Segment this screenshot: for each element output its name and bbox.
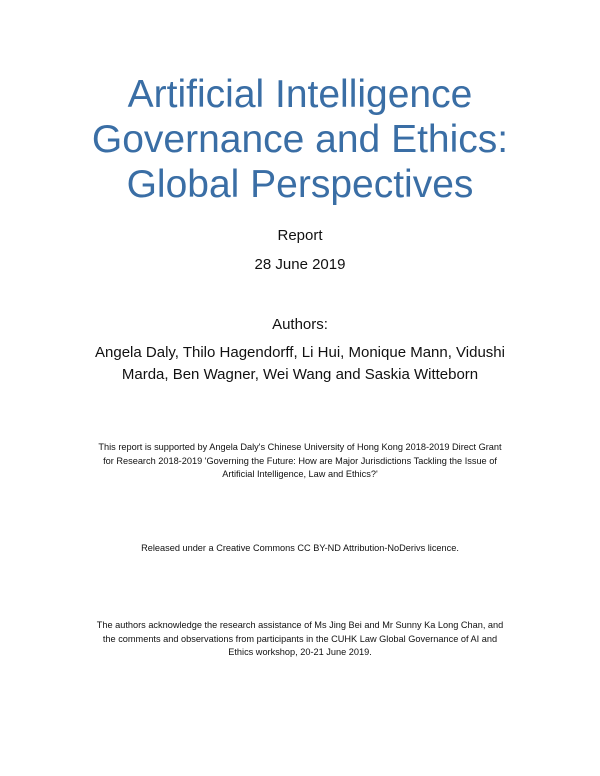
- licence-note: [0, 542, 600, 556]
- support-note-line-2: for Research 2018-2019 'Governing the Future: How are Major Jurisdictions Tackling the Issue of: [103, 455, 497, 466]
- document-title: [0, 72, 600, 207]
- title-line-1: Artificial Intelligence: [127, 73, 473, 116]
- support-note-line-1: This report is supported by Angela Daly's Chinese University of Hong Kong 2018-2019 Direct Grant: [98, 442, 502, 452]
- title-line-3: Global Perspectives: [126, 163, 474, 206]
- acknowledgement-line-2: the comments and observations from participants in the CUHK Law Global Governance of AI and: [102, 633, 498, 644]
- authors-line-1: Angela Daly, Thilo Hagendorff, Li Hui, Monique Mann, Vidushi: [95, 344, 505, 361]
- authors-heading: Authors:: [272, 316, 328, 333]
- support-note-line-3: Artificial Intelligence, Law and Ethics?': [222, 469, 378, 479]
- authors-list: [0, 342, 600, 386]
- acknowledgement-line-3: Ethics workshop, 20-21 June 2019.: [228, 647, 372, 657]
- acknowledgement-line-1: The authors acknowledge the research assistance of Ms Jing Bei and Mr Sunny Ka Long Chan, and: [96, 620, 504, 630]
- acknowledgement: [0, 619, 600, 660]
- licence-note-line: Released under a Creative Commons CC BY-ND Attribution-NoDerivs licence.: [141, 543, 459, 553]
- report-date: 28 June 2019: [254, 256, 346, 273]
- title-line-2: Governance and Ethics:: [91, 118, 509, 161]
- authors-line-2: Marda, Ben Wagner, Wei Wang and Saskia Witteborn: [121, 366, 479, 383]
- report-type: Report: [277, 227, 323, 244]
- support-note: [0, 441, 600, 482]
